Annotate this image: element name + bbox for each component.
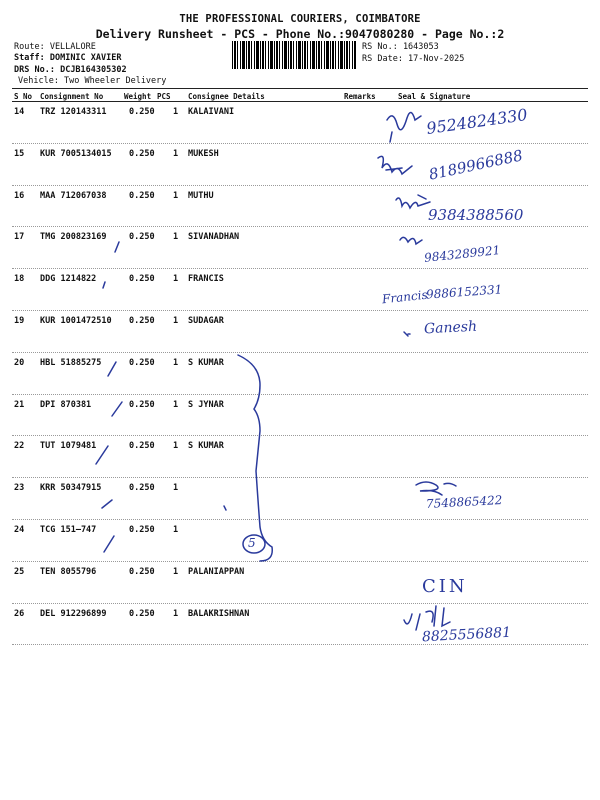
row-sno: 17 — [14, 232, 25, 243]
signature-scribble-r14 — [387, 112, 421, 142]
tick-mark-r18 — [103, 282, 105, 288]
row-consignee: S KUMAR — [188, 441, 224, 452]
row-weight: 0.250 — [129, 608, 155, 619]
row-pcs: 1 — [173, 148, 179, 159]
company-title: THE PROFESSIONAL COURIERS, COIMBATORE — [179, 13, 421, 25]
signature-scribble-r15 — [378, 156, 412, 174]
row-consignment-no: HBL 51885275 — [40, 357, 102, 368]
row-sno: 15 — [14, 148, 25, 159]
group-bracket — [238, 355, 272, 561]
tick-mark-r17 — [115, 242, 119, 252]
row-consignment-no: DPI 870381 — [40, 399, 92, 410]
row-weight: 0.250 — [129, 232, 155, 243]
circled-count-r24: 5 — [248, 536, 256, 550]
row-sno: 21 — [14, 399, 25, 410]
signature-number-r17: 9843289921 — [423, 243, 501, 265]
row-weight: 0.250 — [129, 399, 155, 410]
tick-mark-r24 — [104, 536, 114, 552]
tick-mark-r20 — [108, 362, 116, 376]
staff-label: Staff: — [14, 53, 45, 63]
row-pcs: 1 — [173, 441, 179, 452]
row-consignee: PALANIAPPAN — [188, 566, 245, 577]
row-pcs: 1 — [173, 107, 179, 117]
row-consignment-no: DDG 1214822 — [40, 274, 97, 285]
row-consignment-no: DEL 912296899 — [40, 608, 107, 619]
row-consignment-no: TUT 1079481 — [40, 441, 97, 452]
row-sno: 26 — [14, 608, 25, 619]
row-consignment-no: KRR 50347915 — [40, 483, 102, 494]
row-consignee: MUTHU — [188, 190, 214, 201]
row-sno: 25 — [14, 566, 25, 577]
signature-mark-r19 — [404, 332, 410, 336]
row-weight: 0.250 — [129, 148, 155, 159]
row-weight: 0.250 — [129, 566, 155, 577]
col-consignee: Consignee Details — [188, 92, 265, 101]
signature-name-r19: Ganesh — [423, 318, 478, 338]
signature-scribble-r23 — [416, 482, 456, 495]
signature-number-r23: 7548865422 — [425, 493, 503, 511]
row-consignee: KALAIVANI — [188, 107, 235, 117]
row-pcs: 1 — [173, 357, 179, 368]
col-weight: Weight — [124, 92, 152, 101]
row-consignee: S JYNAR — [188, 399, 224, 410]
drs-number: DCJB164305302 — [60, 65, 127, 75]
runsheet-subtitle: Delivery Runsheet - PCS - Phone No.:9047080280 - Page No.:2 — [95, 27, 505, 41]
col-remarks: Remarks — [344, 92, 376, 101]
tick-mark-r21 — [112, 402, 122, 416]
row-sno: 22 — [14, 441, 25, 452]
row-sno: 23 — [14, 483, 25, 494]
row-pcs: 1 — [173, 232, 179, 243]
col-sno: S No — [14, 92, 33, 101]
route-label: Route: VELLALORE — [14, 42, 96, 52]
row-weight: 0.250 — [129, 483, 155, 494]
row-consignee: MUKESH — [188, 148, 219, 159]
signature-name-r18: Francis — [381, 287, 429, 307]
row-pcs: 1 — [173, 399, 179, 410]
signature-number-r18: 9886152331 — [425, 282, 503, 302]
row-consignment-no: TEN 8055796 — [40, 566, 97, 577]
row-pcs: 1 — [173, 566, 179, 577]
row-pcs: 1 — [173, 274, 179, 285]
row-sno: 14 — [14, 107, 25, 117]
signature-number-r15: 8189966888 — [427, 146, 525, 184]
vehicle-label: Vehicle: Two Wheeler Delivery — [18, 76, 167, 86]
row-sno: 16 — [14, 190, 25, 201]
tick-mark-r22 — [96, 446, 108, 464]
col-pcs: PCS — [157, 92, 171, 101]
row-weight: 0.250 — [129, 357, 155, 368]
signature-number-r26: 8825556881 — [421, 624, 512, 646]
circle-mark-r24 — [243, 535, 265, 553]
row-weight: 0.250 — [129, 441, 155, 452]
row-consignee: S KUMAR — [188, 357, 224, 368]
row-consignee: FRANCIS — [188, 274, 224, 285]
row-consignment-no: KUR 1001472510 — [40, 316, 112, 326]
signature-scribble-r26 — [404, 606, 450, 630]
row-pcs: 1 — [173, 190, 179, 201]
rs-number: RS No.: 1643053 — [362, 42, 439, 52]
row-pcs: 1 — [173, 316, 179, 326]
row-weight: 0.250 — [129, 190, 155, 201]
row-sno: 20 — [14, 357, 25, 368]
row-weight: 0.250 — [129, 274, 155, 285]
signature-number-r14: 9524824330 — [425, 105, 529, 138]
row-pcs: 1 — [173, 525, 179, 535]
row-consignee: SUDAGAR — [188, 316, 224, 326]
tick-mark-r23 — [102, 500, 112, 508]
row-sno: 18 — [14, 274, 25, 285]
signature-number-r16: 9384388560 — [428, 206, 524, 224]
signature-scribble-r16 — [396, 195, 430, 208]
rs-date: RS Date: 17-Nov-2025 — [362, 54, 465, 64]
signature-text-r25: CIN — [422, 576, 468, 597]
row-sno: 19 — [14, 316, 25, 326]
drs-label: DRS No.: — [14, 65, 55, 75]
row-pcs: 1 — [173, 608, 179, 619]
col-consignment: Consignment No — [40, 92, 104, 101]
row-consignment-no: KUR 7005134015 — [40, 148, 112, 159]
row-consignment-no: MAA 712067038 — [40, 190, 107, 201]
row-weight: 0.250 — [129, 316, 155, 326]
col-seal-signature: Seal & Signature — [398, 92, 471, 101]
staff-name: DOMINIC XAVIER — [49, 53, 122, 63]
row-sno: 24 — [14, 525, 25, 535]
row-consignment-no: TCG 151—747 — [40, 525, 97, 535]
dash-mark-r23 — [224, 506, 226, 510]
row-consignment-no: TMG 200823169 — [40, 232, 107, 243]
signature-scribble-r17 — [400, 237, 422, 244]
row-consignee: SIVANADHAN — [188, 232, 240, 243]
row-weight: 0.250 — [129, 107, 155, 117]
row-consignee: BALAKRISHNAN — [188, 608, 250, 619]
row-consignment-no: TRZ 120143311 — [40, 107, 107, 117]
row-pcs: 1 — [173, 483, 179, 494]
row-weight: 0.250 — [129, 525, 155, 535]
